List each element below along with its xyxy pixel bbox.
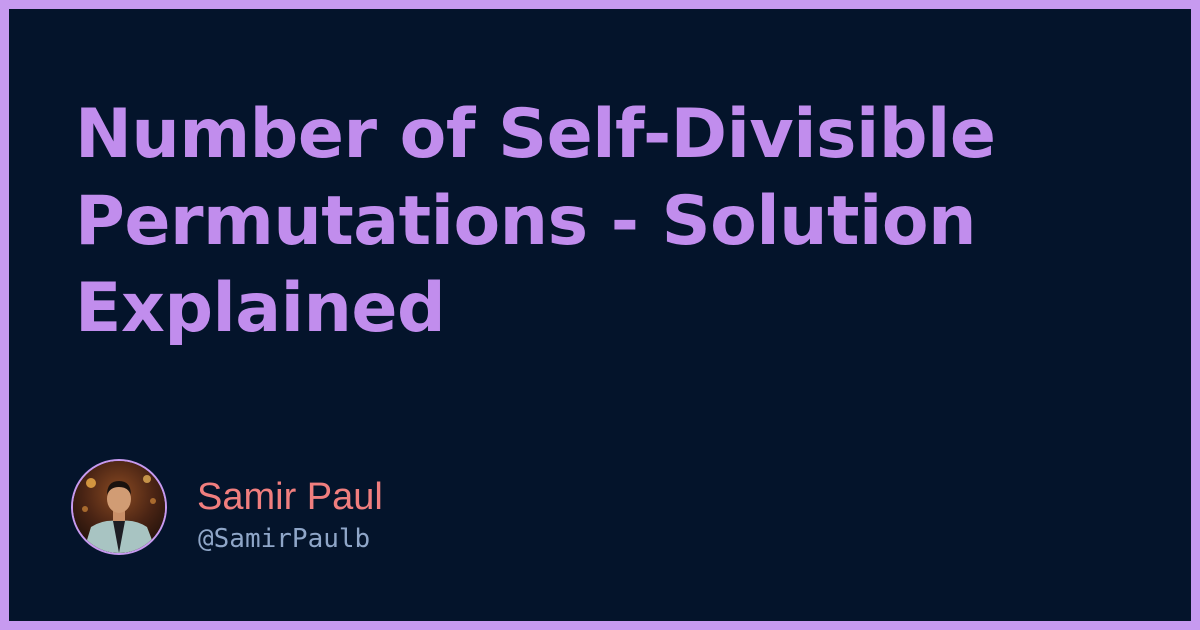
- author-avatar: [71, 459, 167, 555]
- person-photo-icon: [73, 461, 165, 553]
- article-title: Number of Self-Divisible Permutations - Solution Explained: [75, 95, 996, 348]
- og-card: [9, 9, 1191, 621]
- author-handle: @SamirPaulb: [198, 524, 371, 554]
- author-name: Samir Paul: [197, 476, 383, 518]
- author-block: [71, 457, 571, 559]
